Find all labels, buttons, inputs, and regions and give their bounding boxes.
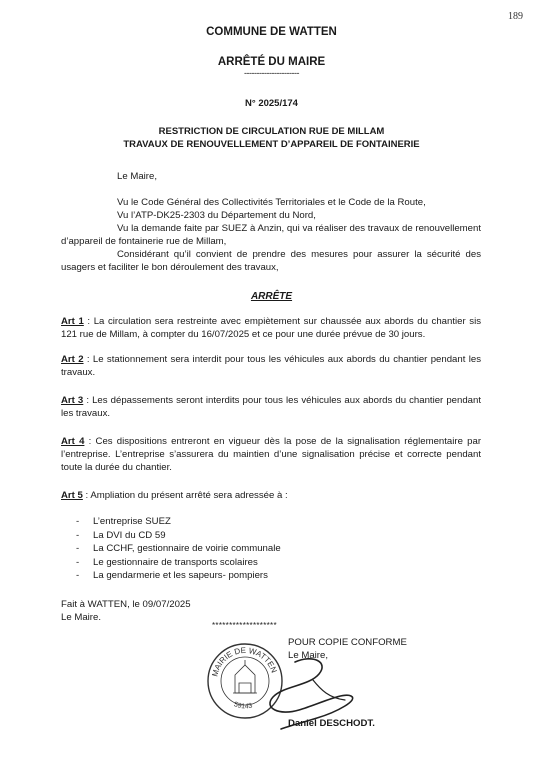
article-1-label: Art 1 (61, 316, 84, 327)
article-1 (61, 315, 481, 341)
article-2-label: Art 2 (61, 354, 84, 365)
decree-type-heading: ARRÊTÉ DU MAIRE (217, 56, 326, 68)
article-4-text: : Ces dispositions entreront en vigueur dès la pose de la signalisation réglementaire par l’entreprise. L’entreprise s’assurera du maintien d’une signalisation précise et correcte pendant toute la durée du chantier. (61, 436, 482, 473)
subject-line-2: TRAVAUX DE RENOUVELLEMENT D’APPAREIL DE FONTAINERIE (123, 139, 420, 150)
decree-number: N° 2025/174 (245, 98, 298, 109)
recipient-item: - La DVI du CD 59 (76, 529, 281, 543)
preamble-opening: Le Maire, (117, 171, 157, 182)
recipient-item: - La gendarmerie et les sapeurs- pompiers (76, 569, 281, 583)
stars-separator: ******************* (212, 621, 277, 630)
heading-separator: ---------------------- (244, 68, 299, 78)
svg-text:MAIRIE DE WATTEN: MAIRIE DE WATTEN (210, 645, 279, 678)
article-3-text: : Les dépassements seront interdits pour tous les véhicules aux abords du chantier pendant les travaux. (61, 395, 482, 419)
article-5-text: : Ampliation du présent arrêté sera adressée à : (82, 490, 288, 501)
recipient-item: - La CCHF, gestionnaire de voirie communale (76, 542, 281, 556)
certified-copy-label: POUR COPIE CONFORME (288, 637, 407, 648)
certified-signatory: Le Maire, (288, 650, 328, 661)
article-1-text: : La circulation sera restreinte avec empiètement sur chaussée aux abords du chantier sis 121 rue de Millam, à compter du 16/07/2025 et ce pour une durée prévue de 30 jours. (61, 316, 482, 340)
recipients-list (76, 515, 281, 583)
preamble-vu-2: Vu l’ATP-DK25-2303 du Département du Nord, (117, 210, 316, 221)
recipient-item: - Le gestionnaire de transports scolaires (76, 556, 281, 570)
preamble-vu-3: Vu la demande faite par SUEZ à Anzin, qui va réaliser des travaux de renouvellement d’appareil de fontainerie rue de Millam, (61, 223, 481, 247)
article-2 (61, 353, 481, 379)
article-4-label: Art 4 (61, 436, 85, 447)
page-number: 189 (508, 11, 523, 22)
preamble-considering: Considérant qu’il convient de prendre des mesures pour assurer la sécurité des usagers et faciliter le bon déroulement des travaux, (61, 249, 481, 273)
mayor-name: Daniel DESCHODT. (288, 718, 375, 729)
subject-line-1: RESTRICTION DE CIRCULATION RUE DE MILLAM (158, 126, 385, 137)
article-3-label: Art 3 (61, 395, 84, 406)
arrete-heading: ARRÊTE (250, 291, 293, 302)
article-4 (61, 435, 481, 474)
article-2-text: : Le stationnement sera interdit pour tous les véhicules aux abords du chantier pendant les travaux. (61, 354, 481, 378)
article-5-label: Art 5 (61, 490, 83, 501)
place-and-date: Fait à WATTEN, le 09/07/2025 (61, 599, 191, 610)
signatory-title: Le Maire. (61, 612, 101, 623)
svg-text:59143: 59143 (232, 701, 254, 711)
commune-title: COMMUNE DE WATTEN (206, 26, 337, 38)
recipients-list-container (76, 515, 281, 583)
preamble-vu-1: Vu le Code Général des Collectivités Territoriales et le Code de la Route, (117, 197, 426, 208)
decree-subject (0, 125, 543, 151)
recipient-item: - L’entreprise SUEZ (76, 515, 281, 529)
article-3 (61, 394, 481, 420)
article-5 (61, 489, 288, 502)
